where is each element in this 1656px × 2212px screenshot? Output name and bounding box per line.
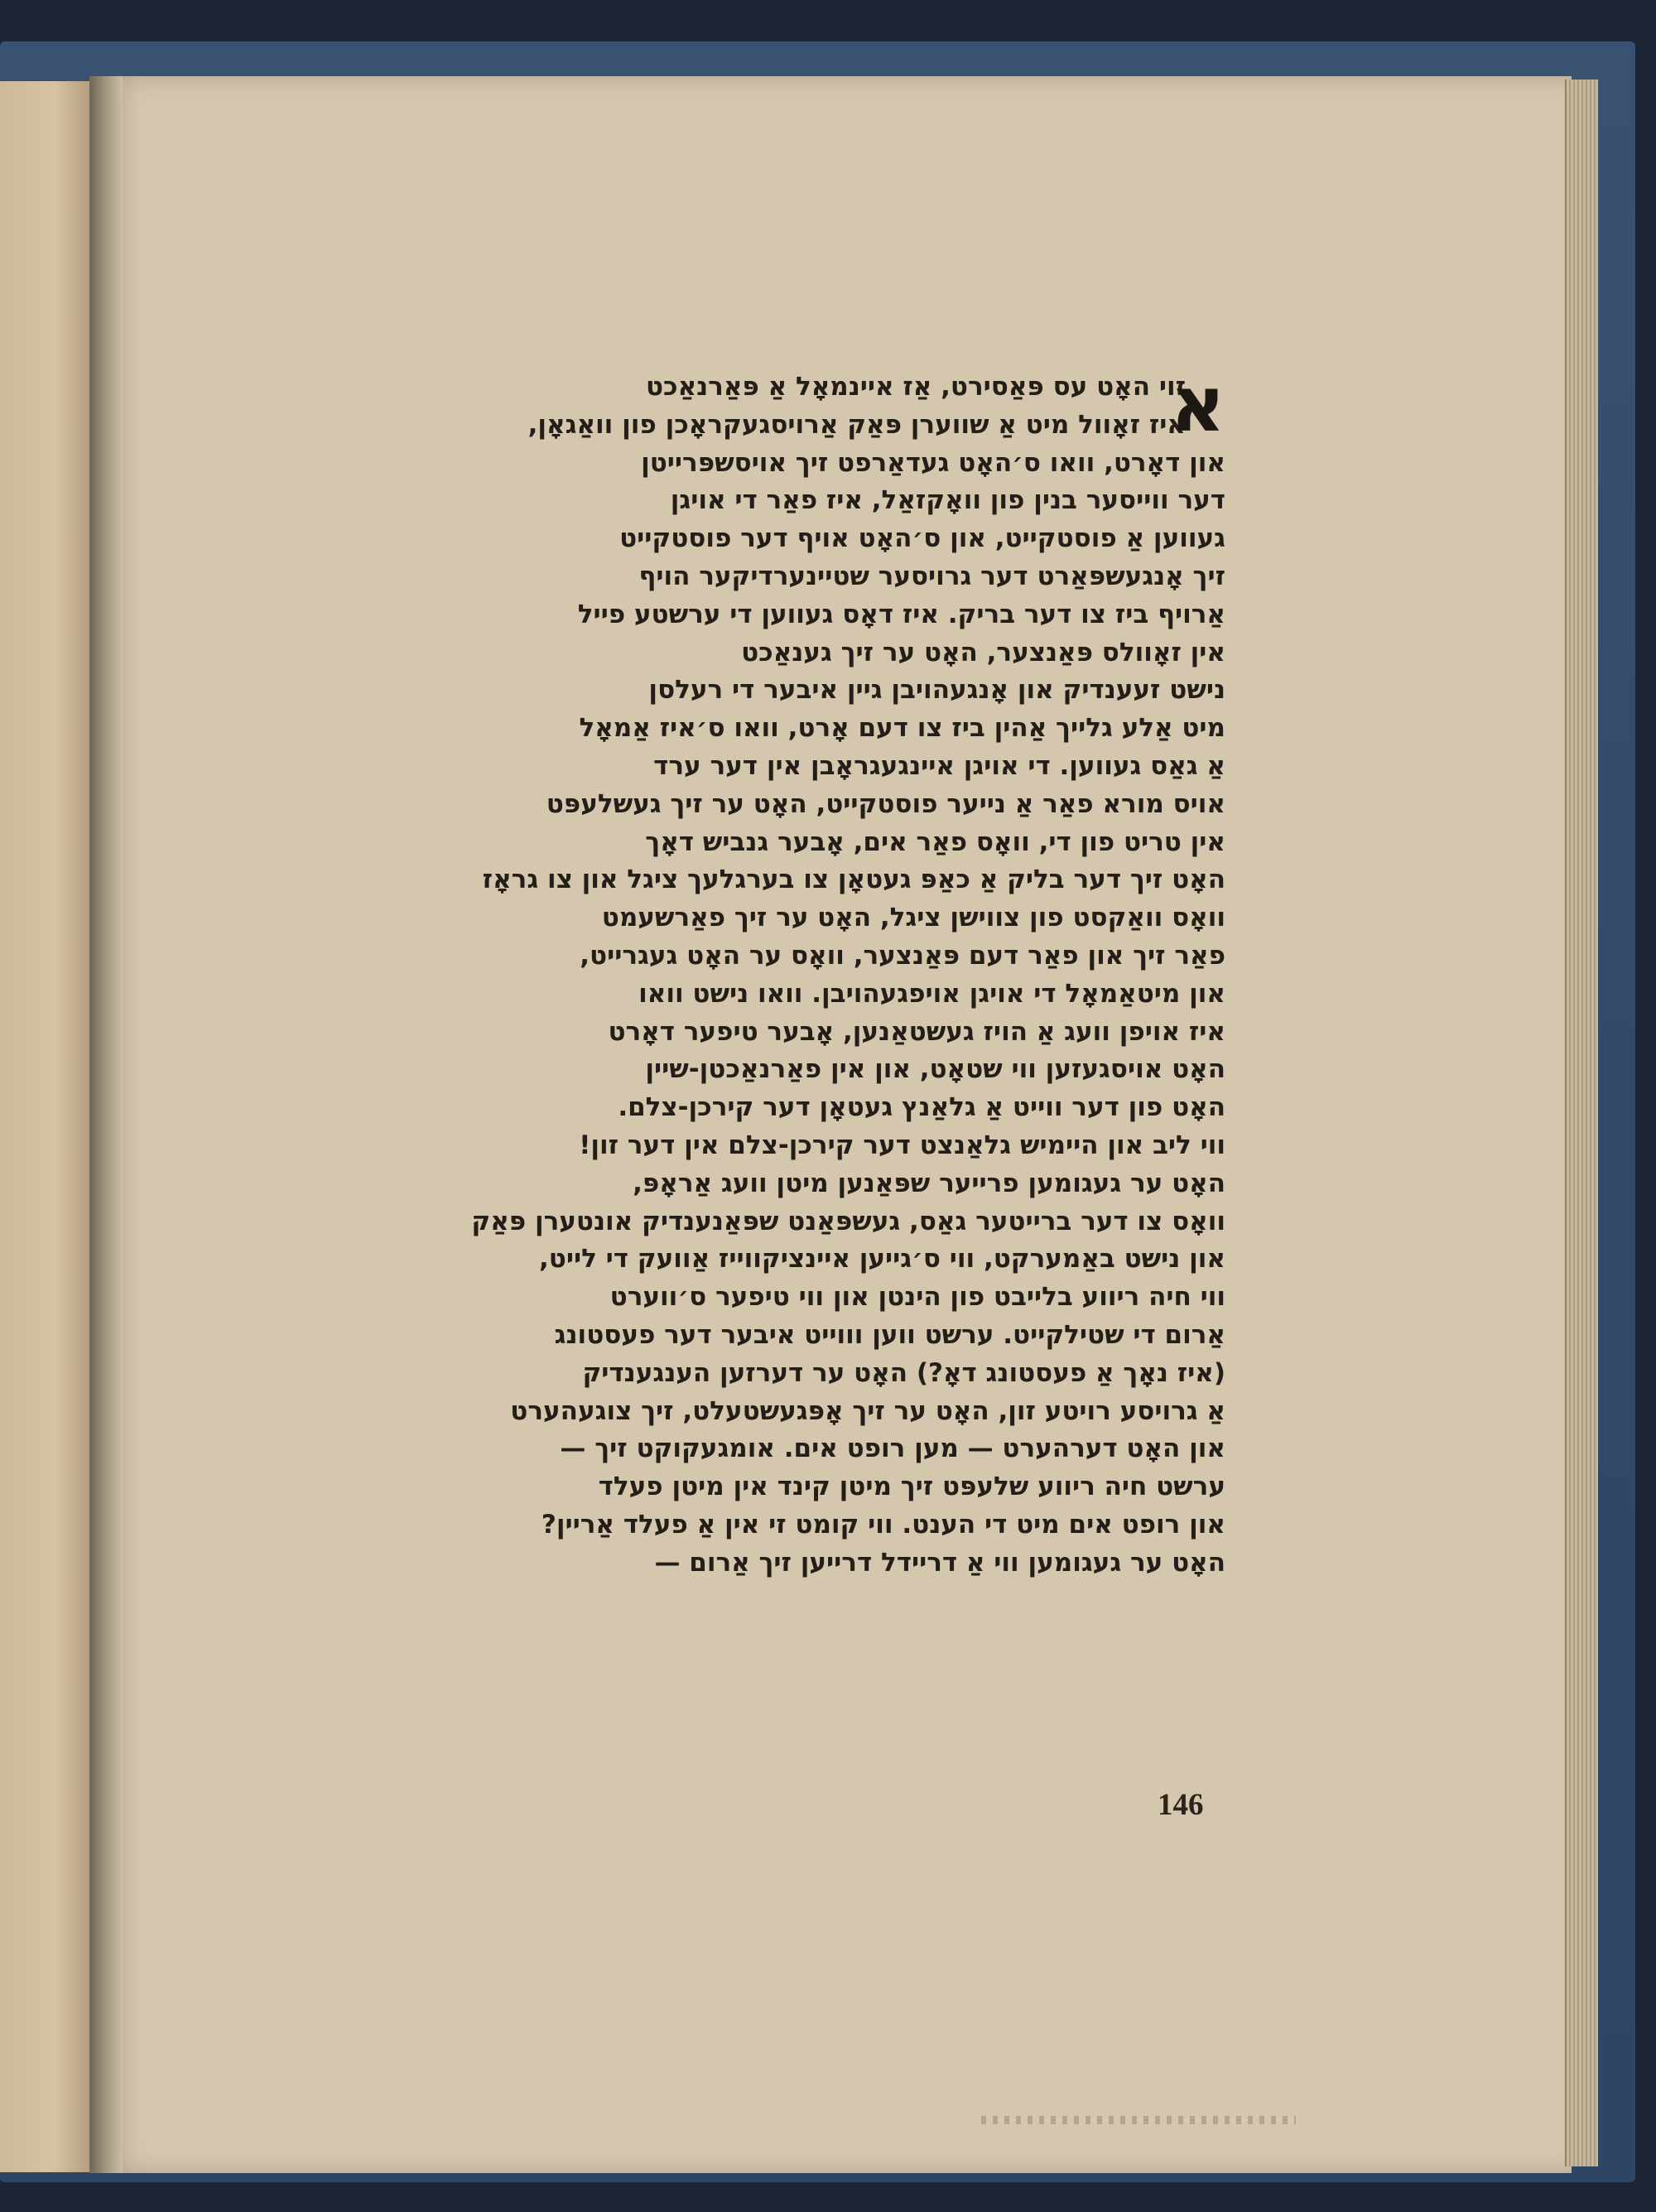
text-line: האָט ער געגומען ווי אַ דריידל דרייען זיך אַרום —	[654, 1547, 1225, 1578]
drop-cap: א	[1170, 360, 1225, 449]
text-line: אויס מורא פאַר אַ נייער פוסטקייט, האָט ער זיך געשלעפּט	[546, 788, 1225, 819]
text-line: האָט זיך דער בליק אַ כאַפּ געטאָן צו בערגלעך ציגל און צו גראָז	[482, 865, 1225, 895]
page-number: 146	[1158, 1788, 1204, 1822]
text-line: און מיטאַמאָל די אויגן אויפגעהויבן. וואו נישט וואו	[638, 978, 1225, 1009]
text-line: האָט אויסגעזען ווי שטאָט, און אין פאַרנאַכטן-שיין	[645, 1054, 1225, 1085]
text-line: דער ווייסער בנין פון וואָקזאַל, איז פאַר די אויגן	[670, 485, 1225, 516]
text-line: אַרויף ביז צו דער בריק. איז דאָס געווען די ערשטע פייל	[577, 599, 1225, 629]
text-line: זוי האָט עס פּאַסירט, אַז איינמאָל אַ פּאַרנאַכט	[645, 372, 1186, 402]
left-page-edge	[0, 81, 92, 2172]
text-line: און רופט אים מיט די הענט. ווי קומט זי אין אַ פעלד אַריין?	[541, 1509, 1225, 1540]
text-line: איז אויפן וועג אַ הויז געשטאַנען, אָבער טיפער דאָרט	[608, 1016, 1225, 1047]
text-line: פאַר זיך און פאַר דעם פּאַנצער, וואָס ער האָט געגרייט,	[580, 940, 1225, 971]
book-gutter	[89, 76, 123, 2173]
text-line: און נישט באַמערקט, ווי ס׳גייען איינציקווייז אַוועק די לייט,	[539, 1244, 1225, 1275]
page-block-edges	[1565, 80, 1598, 2166]
text-line: אין טריט פון די, וואָס פאַר אים, אָבער גנביש דאָך	[645, 826, 1225, 857]
text-line: מיט אַלע גלייך אַהין ביז צו דעם אָרט, וואו ס׳איז אַמאָל	[579, 713, 1225, 744]
text-line: איז זאָוול מיט אַ שווערן פּאַק אַרויסגעקראָכן פון וואַגאָן,	[527, 409, 1186, 440]
text-line: (איז נאָך אַ פעסטונג דאָ?) האָט ער דערזען הענגענדיק	[582, 1357, 1225, 1388]
text-line: אַ גרויסע רויטע זון, האָט ער זיך אָפּגעשטעלט, זיך צוגעהערט	[510, 1395, 1225, 1426]
text-line: ווי חיה ריווע בלייבט פון הינטן און ווי טיפער ס׳ווערט	[609, 1282, 1225, 1313]
text-line: וואָס צו דער ברייטער גאַס, געשפּאַנט שפּאַנענדיק אונטערן פּאַק	[471, 1206, 1225, 1236]
faint-stamp-mark	[981, 2116, 1296, 2124]
text-line: און דאָרט, וואו ס׳האָט געדאַרפט זיך אויסשפּרייטן	[641, 447, 1225, 478]
text-line: און האָט דערהערט — מען רופט אים. אומגעקוקט זיך —	[560, 1434, 1225, 1464]
text-line: געווען אַ פוסטקייט, און ס׳האָט אויף דער פוסטקייט	[619, 523, 1225, 554]
text-line: ווי ליב און היימיש גלאַנצט דער קירכן-צלם אין דער זון!	[579, 1130, 1225, 1160]
text-line: זיך אָנגעשפּאַרט דער גרויסער שטיינערדיקער הויף	[638, 561, 1225, 591]
text-line: האָט פון דער ווייט אַ גלאַנץ געטאָן דער קירכן-צלם.	[618, 1092, 1225, 1123]
text-line: ערשט חיה ריווע שלעפּט זיך מיטן קינד אין מיטן פעלד	[598, 1472, 1225, 1502]
text-line: אין זאָוולס פּאַנצער, האָט ער זיך גענאַכט	[741, 637, 1225, 667]
text-line: אַרום די שטילקייט. ערשט ווען וווייט איבער דער פעסטונג	[554, 1319, 1225, 1350]
text-line: האָט ער געגומען פרייער שפּאַנען מיטן וועג אַראָפּ,	[633, 1168, 1225, 1198]
text-line: נישט זעענדיק און אָנגעהויבן גיין איבער די רעלסן	[648, 675, 1225, 706]
text-line: אַ גאַס געווען. די אויגן איינגעגראָבן אין דער ערד	[653, 750, 1225, 781]
text-line: וואָס וואַקסט פון צווישן ציגל, האָט ער זיך פאַרשעמט	[601, 903, 1225, 933]
page-text	[335, 360, 1225, 1583]
